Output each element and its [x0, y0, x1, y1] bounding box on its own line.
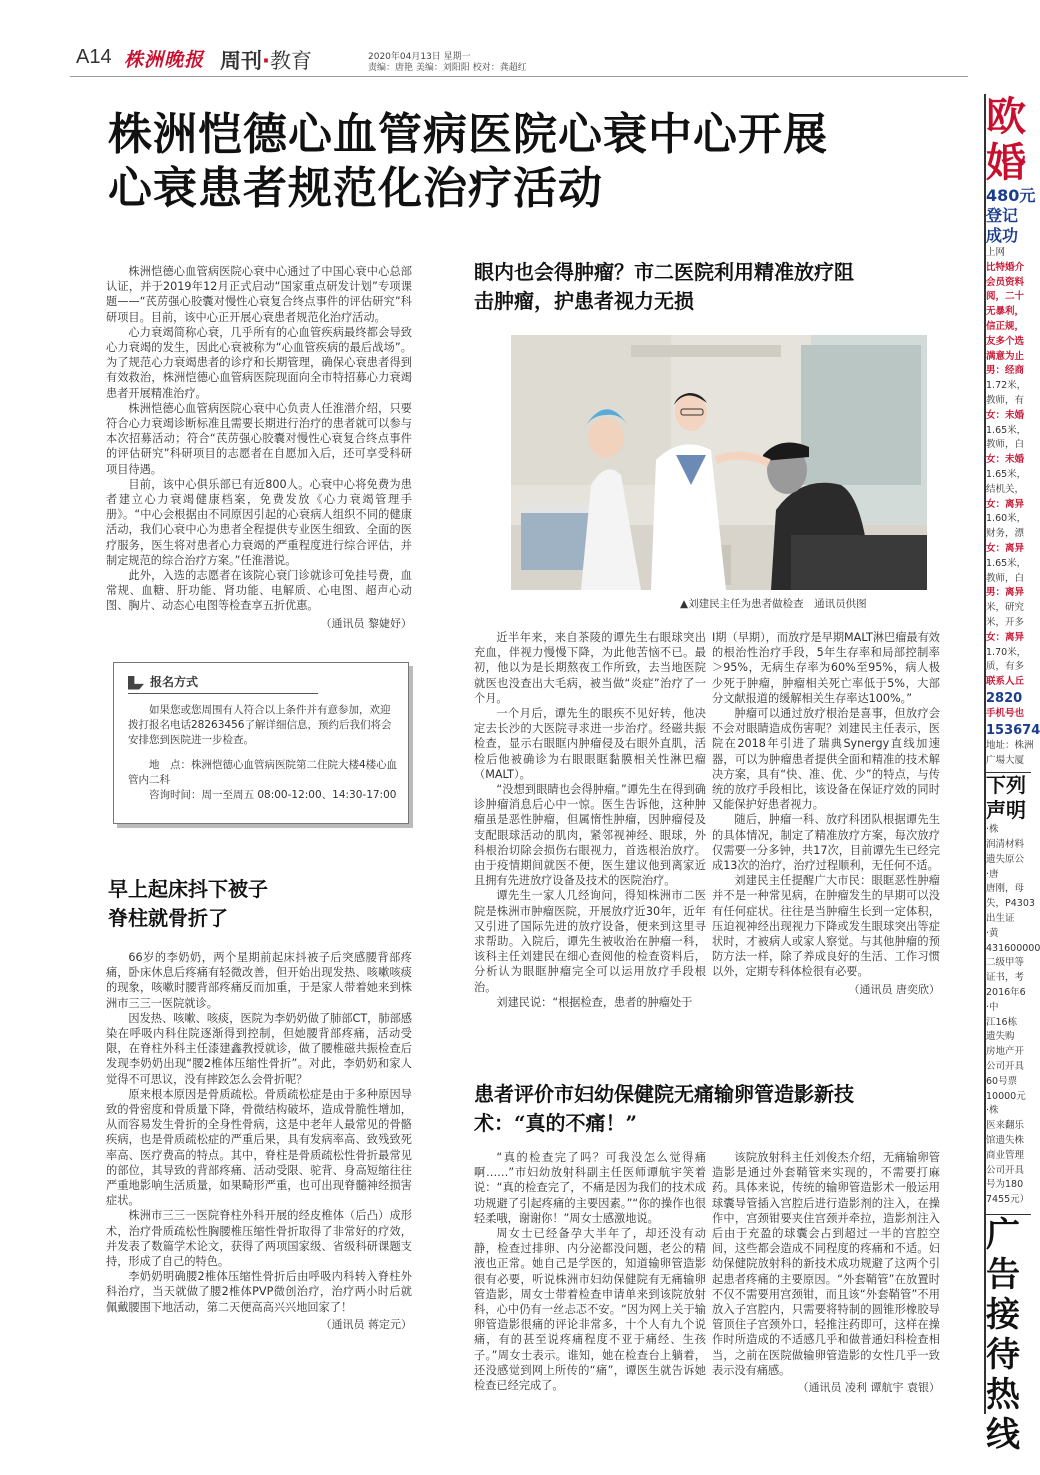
- strip-line: 会员资料: [986, 276, 1025, 288]
- page-header: [0, 0, 970, 88]
- article1-para: 株洲恺德心血管病医院心衰中心通过了中国心衰中心总部认证，并于2019年12月正式启动“国家重点研发计划”专项课题——“芪苈强心胶囊对慢性心衰复合终点事件的评估研究”科研项目。目前，该中心正开展心衰患者规范化治疗活动。: [106, 265, 412, 324]
- strip-phone-label: 手机号也: [986, 707, 1025, 719]
- strip-notice-line: 遗失原公: [986, 853, 1025, 865]
- header-rule: [70, 76, 968, 77]
- editors-line: 责编：唐艳 美编：刘阳阳 校对：龚超红: [368, 63, 527, 73]
- strip-ad-char: 告: [986, 1255, 1020, 1296]
- signup-title-text: 报名方式: [150, 675, 199, 689]
- strip-notice-line: 房地产开: [986, 1046, 1025, 1058]
- article3-para: 株洲市三三一医院脊柱外科开展的经皮椎体（后凸）成形术，治疗骨质疏松性胸腰椎压缩性骨折取得了非常好的疗效，并发表了数篇学术论文，获得了两项国家级、省级科研课题支持，形成了自己的特色。: [106, 1209, 412, 1269]
- article2-photo: [511, 335, 927, 590]
- strip-line: 男：离异: [986, 587, 1025, 599]
- right-ad-strip: [984, 93, 1040, 1456]
- strip-line: 1.60米，: [986, 513, 1027, 525]
- strip-notice-line: 馆遗失株: [986, 1135, 1025, 1147]
- strip-notice-line: 431600000: [986, 942, 1040, 954]
- strip-line: 满意为止: [986, 350, 1025, 362]
- article2-byline: （通讯员 唐奕欣）: [848, 982, 940, 996]
- strip-line: 1.65米，: [986, 468, 1027, 480]
- date-line: 2020年04月13日 星期一: [368, 52, 471, 62]
- article4-headline-line2: 术：“真的不痛！”: [474, 1111, 638, 1135]
- article4-headline-line1: 患者评价市妇幼保健院无痛输卵管造影新技: [474, 1082, 854, 1106]
- strip-ad-char: 热: [986, 1375, 1020, 1416]
- article1-para: 心力衰竭简称心衰，几乎所有的心血管疾病最终都会导致心力衰竭的发生，因此心衰被称为“心血管疾病的最后战场”。为了规范心力衰竭患者的诊疗和长期管理，确保心衰患者得到有效救治，株洲恺德心血管病医院现面向全市特招募心力衰竭患者开展精准治疗。: [106, 325, 412, 400]
- strip-line: 教师，白: [986, 572, 1025, 584]
- strip-notice-line: 公司开具: [986, 1061, 1025, 1073]
- strip-phone: 2820: [986, 690, 1023, 706]
- article3-para: 李奶奶明确腰2椎体压缩性骨折后由呼吸内科转入脊柱外科治疗，当天就做了腰2椎体PVP微创治疗，治疗两小时后就佩戴腰围下地活动，第二天便高高兴兴地回家了！: [106, 1270, 412, 1314]
- article1-para: 此外，入选的志愿者在该院心衰门诊就诊可免挂号费，血常规、血糖、肝功能、肾功能、电解质、心电图、超声心动图、胸片、动态心电图等检查享五折优惠。: [106, 569, 412, 613]
- article2-para: 刘建民主任提醒广大市民：眼眶恶性肿瘤并不是一种常见病，在肿瘤发生的早期可以没有任何症状。往往是当肿瘤生长到一定体积，压迫视神经出现视力下降或发生眼球突出等症状时，才被病人或家人察觉。与其他肿瘤的预防方法一样，除了养成良好的生活、工作习惯以外，定期专科体检很有必要。: [712, 874, 940, 979]
- strip-line: 1.70米，: [986, 646, 1027, 658]
- signup-title: [128, 673, 198, 690]
- photo-caption: ▲刘建民主任为患者做检查 通讯员供图: [680, 598, 867, 610]
- strip-line: 女：未婚: [986, 409, 1025, 421]
- article3-para: 因发热、咳嗽、咳痰，医院为李奶奶做了肺部CT，肺部感染在呼吸内科住院逐渐得到控制，但她腰背部疼痛，活动受限，在脊柱外科主任漆建鑫教授就诊，做了腰椎磁共振检查后发现李奶奶出现“腰2椎体压缩性骨折”。对此，李奶奶和家人觉得不可思议，没有摔跤怎么会骨折呢？: [106, 1011, 412, 1086]
- strip-line: 友多个选: [986, 335, 1025, 347]
- article3-para: 66岁的李奶奶，两个星期前起床抖被子后突感腰背部疼痛，卧床休息后疼痛有轻微改善，但开始出现发热、咳嗽咳痰的现象，咳嗽时腰背部疼痛反而加重，于是家人带着她来到株洲市三三一医院就诊。: [106, 951, 412, 1010]
- strip-line: 女：离异: [986, 631, 1025, 643]
- strip-notice-line: 失，P4303: [986, 898, 1035, 910]
- strip-sub: 成功: [986, 226, 1019, 245]
- strip-notice-line: 证书，考: [986, 972, 1025, 984]
- strip-line: 1.65米，: [986, 424, 1027, 436]
- article3-body: [106, 950, 412, 1332]
- strip-notice-line: 二级甲等: [986, 957, 1025, 969]
- article2-para: 肿瘤可以通过放疗根治是喜事，但放疗会不会对眼睛造成伤害呢？刘建民主任表示，医院在2018年引进了瑞典Synergy直线加速器，可以为肿瘤患者提供全面和精准的技术解决方案，具有“快、准、优、少”的特点，与传统的放疗手段相比，该设备在保证疗效的同时又能保护好患者视力。: [712, 707, 940, 812]
- strip-notice-line: 60号票: [986, 1075, 1018, 1087]
- signup-body: [128, 703, 398, 803]
- strip-line: 阅，二十: [986, 291, 1025, 303]
- strip-line: 女：未婚: [986, 454, 1025, 466]
- strip-line: 比特婚介: [986, 261, 1025, 273]
- article2-headline-line1: 眼内也会得肿瘤？市二医院利用精准放疗阻: [474, 260, 854, 284]
- strip-notice-line: 江16栋: [986, 1016, 1018, 1028]
- page-number: A14: [76, 46, 112, 68]
- strip-notice-line: 号为180: [986, 1179, 1024, 1191]
- strip-notice-line: ·株: [986, 1105, 999, 1117]
- masthead-logo: 株洲晚报: [124, 49, 205, 71]
- article4-col1: [474, 1150, 706, 1393]
- article2-para: 近半年来，来自茶陵的谭先生右眼球突出充血，伴视力慢慢下降，为此他苦恼不已。最初，他以为是长期熬夜工作所致，去当地医院就医也没查出大毛病，被当做“炎症”治疗了一个月。: [474, 631, 706, 705]
- section-main: 周刊: [220, 49, 262, 73]
- strip-big-char: 欧: [986, 93, 1026, 140]
- article1-body: [106, 264, 412, 631]
- strip-line: 财务，漂: [986, 528, 1025, 540]
- strip-address: 地址：株洲: [986, 739, 1034, 751]
- article2-col2: [712, 630, 940, 997]
- strip-sub: 480元: [986, 186, 1036, 205]
- article4-para: 周女士已经备孕大半年了，却还没有动静，检查过排卵、内分泌都没问题，老公的精液也正常。她自己是学医的，知道输卵管造影很有必要，听说株洲市妇幼保健院有无痛输卵管造影，周女士带着检查申请单来到该院放射科，心中仍有一丝忐忑不安。“因为网上关于输卵管造影很痛的评论非常多，十个人有九个说痛，有的甚至说疼痛程度不亚于痛经、生孩子。”周女士表示。谁知，她在检查台上躺着，还没感觉到网上所传的“痛”，谭医生就告诉她检查已经完成了。: [474, 1227, 706, 1393]
- strip-big-char: 婚: [986, 139, 1026, 186]
- strip-line: 米，研究: [986, 602, 1025, 614]
- article3-byline: （通讯员 蒋定元）: [320, 1317, 412, 1331]
- strip-notice-line: 医来翻乐: [986, 1120, 1025, 1132]
- article3-para: 原来根本原因是骨质疏松。骨质疏松症是由于多种原因导致的骨密度和骨质量下降，骨微结构破坏，造成骨脆性增加，从而容易发生骨折的全身性骨病，这是中老年人最常见的骨骼疾病，也是骨质疏松症的严重后果，具有发病率高、致残致死率高、医疗费高的特点。其中，脊柱是骨质疏松性骨折最常见的部位，其导致的背部疼痛、活动受限、驼背、身高短缩往往严重地影响生活质量，如果畸形严重，也可出现脊髓神经损害症状。: [106, 1087, 412, 1208]
- article3-headline: [108, 875, 268, 933]
- arrow-icon: [128, 676, 144, 690]
- strip-notice-line: 2016年6: [986, 987, 1026, 999]
- signup-hours: 咨询时间：周一至周五 08:00-12:00、14:30-17:00: [149, 789, 397, 801]
- strip-sub: 登记: [986, 206, 1019, 225]
- article2-headline: [474, 258, 854, 316]
- strip-line: 无暴利，: [986, 306, 1025, 318]
- strip-address: 广場大厦: [986, 754, 1025, 766]
- strip-line: 女：离异: [986, 542, 1025, 554]
- strip-line: 教师，白: [986, 439, 1025, 451]
- strip-line: 1.65米，: [986, 557, 1027, 569]
- strip-ad-char: 线: [986, 1415, 1020, 1456]
- strip-notice-line: 公司开具: [986, 1164, 1025, 1176]
- strip-notice-line: ·中: [986, 1001, 999, 1013]
- strip-line: 女：离异: [986, 498, 1025, 510]
- article4-headline: [474, 1080, 854, 1138]
- strip-notice-head: 下列: [986, 773, 1026, 798]
- article2-para: 随后，肿瘤一科、放疗科团队根据谭先生的具体情况，制定了精准放疗方案，每次放疗仅需要一分多钟，共17次，目前谭先生已经完成13次的治疗，治疗过程顺利，无任何不适。: [712, 813, 940, 873]
- strip-ad-char: 待: [986, 1335, 1020, 1376]
- article4-byline: （通讯员 凌利 谭航宇 袁银）: [797, 1381, 940, 1395]
- strip-line: 1.72米，: [986, 380, 1027, 392]
- article2-headline-line2: 击肿瘤，护患者视力无损: [474, 289, 694, 313]
- section-sub: 教育: [269, 49, 312, 73]
- strip-notice-line: ·唐: [986, 868, 999, 880]
- strip-line: 质，有多: [986, 661, 1025, 673]
- section-dot: ·: [262, 49, 270, 73]
- strip-line: 信正规，: [986, 320, 1025, 332]
- article2-para: 谭先生一家人几经询问，得知株洲市二医院是株洲市肿瘤医院，开展放疗近30年，近年又引进了国际先进的放疗设备，便来到这里寻求帮助。入院后，谭先生被收治在肿瘤一科，该科主任刘建民在细心查阅他的检查资料后，分析认为眼眶肿瘤完全可以运用放疗手段根治。: [474, 889, 706, 994]
- article1-para: 目前，该中心俱乐部已有近800人。心衰中心将免费为患者建立心力衰竭健康档案，免费发放《心力衰竭管理手册》。“中心会根据由不同原因引起的心衰病人组织不同的健康活动，我们心衰中心为患者全程提供专业医生细致、全面的医疗服务，医生将对患者心力衰竭的严重程度进行综合评估，并制定规范的综合治疗方案。”任淮潜说。: [106, 477, 412, 567]
- article4-para: “真的检查完了吗？可我没怎么觉得痛啊……”市妇幼放射科副主任医师谭航宇笑着说：“真的检查完了，不痛是因为我们的技术成功规避了引起疼痛的主要因素。”“你的操作也很轻柔哦，谢谢你！”周女士感激地说。: [474, 1151, 706, 1225]
- strip-line: 上网: [986, 247, 1006, 258]
- strip-ad-char: 广: [986, 1215, 1020, 1256]
- strip-line: 米，开多: [986, 616, 1025, 628]
- article2-para: Ⅰ期（早期），而放疗是早期MALT淋巴瘤最有效的根治性治疗手段，5年生存率和局部控制率＞95%，无病生存率为60%至95%，病人极少死于肿瘤，肿瘤相关死亡率低于5%，大部分文献报道的缓解相关生存率达100%。”: [712, 631, 940, 705]
- article1-byline: （通讯员 黎婕妤）: [320, 616, 412, 630]
- strip-line: 结机关，: [986, 483, 1025, 495]
- strip-notice-line: 出生证: [986, 913, 1015, 925]
- main-headline-line1: 株洲恺德心血管病医院心衰中心开展: [108, 109, 828, 160]
- strip-notice-line: ·黄: [986, 927, 999, 939]
- article3-headline-line2: 脊柱就骨折了: [108, 906, 228, 930]
- strip-notice-line: 商业管理: [986, 1149, 1025, 1161]
- strip-notice-line: 唐刚，母: [986, 883, 1025, 895]
- strip-notice-head: 声明: [986, 798, 1026, 823]
- signup-box: [113, 662, 409, 824]
- strip-notice-line: 遗失购: [986, 1031, 1015, 1043]
- article2-para: 一个月后，谭先生的眼疾不见好转，他决定去长沙的大医院寻求进一步治疗。经磁共振检查，显示右眼眶内肿瘤侵及右眼外直肌，活检后他被确诊为右眼眼眶黏膜相关性淋巴瘤（MALT）。: [474, 707, 706, 781]
- strip-phone: 153674: [986, 722, 1040, 738]
- strip-notice-line: 10000元: [986, 1090, 1026, 1102]
- main-headline-line2: 心衰患者规范化治疗活动: [108, 163, 603, 214]
- signup-title-rule: [128, 693, 318, 694]
- strip-ad-char: 接: [986, 1295, 1020, 1336]
- section-title: [220, 45, 312, 75]
- main-headline: [108, 108, 828, 216]
- article4-para: 该院放射科主任刘俊杰介绍，无痛输卵管造影是通过外套鞘管来实现的，不需要打麻药。具体来说，传统的输卵管造影术一般运用球囊导管插入宫腔后进行造影剂的注入，在操作中，宫颈钳要夹住宫颈并牵拉，造影剂注入后由于充盈的球囊会占到超过一半的宫腔空间，这些都会造成不同程度的疼痛和不适。妇幼保健院放射科的新技术成功规避了这两个引起患者疼痛的主要原因。“外套鞘管”在放置时不仅不需要用宫颈钳，而且该“外套鞘管”不用放入子宫腔内，只需要将特制的圆锥形橡胶导管顶住子宫颈外口，轻推注药即可，这样在操作时所造成的不适感几乎和做普通妇科检查相当，之前在医院做输卵管造影的女性几乎一致表示没有痛感。: [712, 1151, 940, 1377]
- article3-headline-line1: 早上起床抖下被子: [108, 877, 268, 901]
- strip-notice-line: 7455元）: [986, 1194, 1030, 1206]
- signup-address: 地 点：株洲恺德心血管病医院第二住院大楼4楼心血管内二科: [128, 759, 398, 786]
- strip-notice-line: ·株: [986, 824, 999, 836]
- doctor-exam-illustration: [511, 335, 927, 590]
- strip-notice-line: 润清材料: [986, 839, 1025, 851]
- strip-line: 教师，有: [986, 394, 1025, 406]
- article2-para: “没想到眼睛也会得肿瘤。”谭先生在得到确诊肿瘤消息后心中一惊。医生告诉他，这种肿瘤虽是恶性肿瘤，但属惰性肿瘤，因肿瘤侵及支配眼球活动的肌肉，紧邻视神经、眼球，外科根治切除会损伤右眼视力，首选根治放疗。由于疫情期间就医不便，医生建议他到离家近且拥有先进放疗设备及技术的医院治疗。: [474, 783, 706, 888]
- article2-para: 刘建民说：“根据检查，患者的肿瘤处于: [496, 995, 693, 1009]
- article2-col1: [474, 630, 706, 1010]
- strip-contact: 联系人丘: [986, 676, 1025, 688]
- signup-text: 如果您或您周围有人符合以上条件并有意参加，欢迎拨打报名电话28263456了解详细信息，预约后我们将会安排您到医院进一步检查。: [128, 704, 392, 746]
- article4-col2: [712, 1150, 940, 1395]
- article1-para: 株洲恺德心血管病医院心衰中心负责人任淮潜介绍，只要符合心力衰竭诊断标准且需要长期进行治疗的患者就可以参与本次招募活动；符合“芪苈强心胶囊对慢性心衰复合终点事件的评估研究”科研项目的志愿者在自愿加入后，还可享受科研项目待遇。: [106, 401, 412, 476]
- strip-line: 男：经商: [986, 365, 1025, 377]
